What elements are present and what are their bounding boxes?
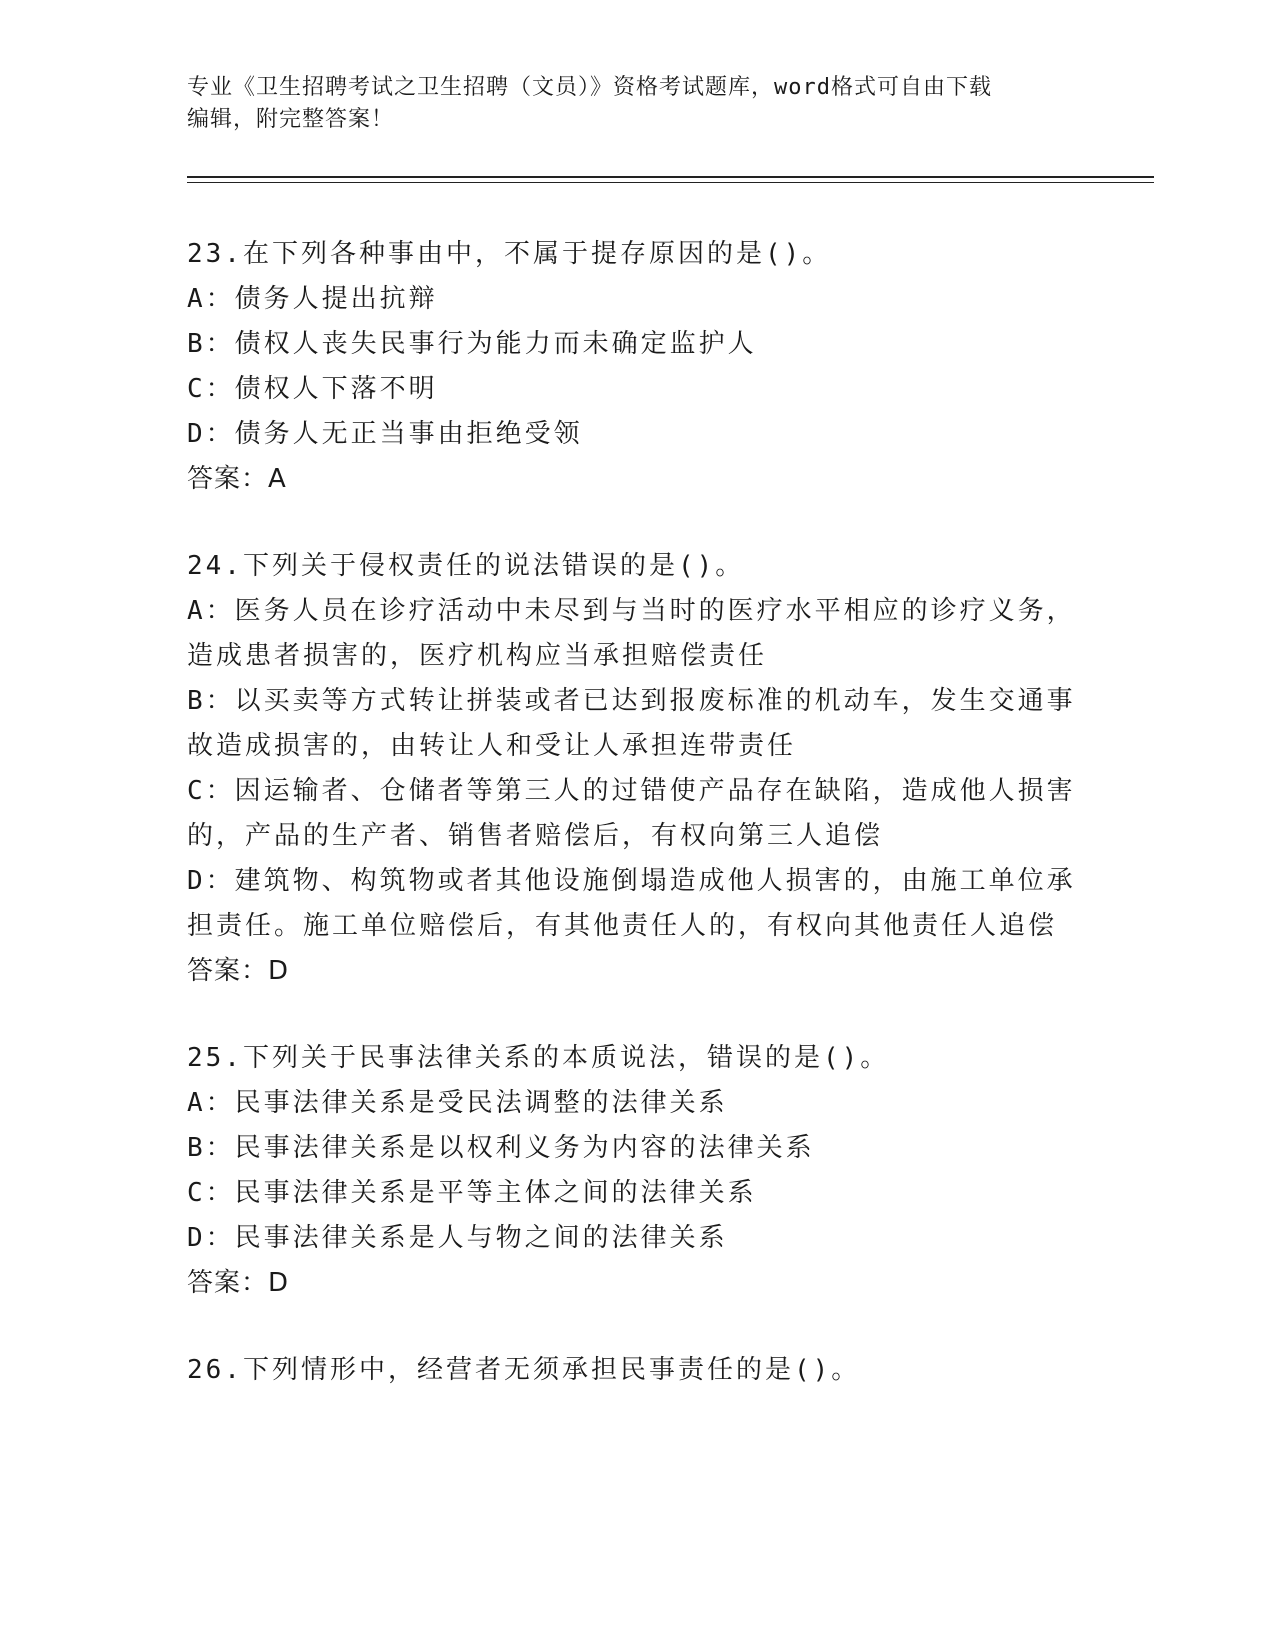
header-divider-thick — [187, 176, 1154, 178]
question-option: 造成患者损害的，医疗机构应当承担赔偿责任 — [187, 641, 768, 671]
question-list — [187, 232, 1087, 1393]
question-stem: 25.下列关于民事法律关系的本质说法，错误的是()。 — [187, 1043, 890, 1073]
question-option: 的，产品的生产者、销售者赔偿后，有权向第三人追偿 — [187, 821, 884, 851]
question-answer: 答案：A — [187, 464, 287, 494]
question-option: D：债务人无正当事由拒绝受领 — [187, 419, 583, 449]
header-divider-thin — [187, 182, 1154, 183]
question-option: 故造成损害的，由转让人和受让人承担连带责任 — [187, 731, 797, 761]
question-option: D：建筑物、构筑物或者其他设施倒塌造成他人损害的，由施工单位承 — [187, 866, 1076, 896]
header-line-2: 编辑，附完整答案！ — [187, 107, 395, 132]
question-stem: 26.下列情形中，经营者无须承担民事责任的是()。 — [187, 1355, 861, 1385]
document-header — [187, 72, 1067, 136]
question-answer: 答案：D — [187, 956, 290, 986]
question-option: A：债务人提出抗辩 — [187, 284, 438, 314]
question-block — [187, 232, 1087, 502]
question-block — [187, 1036, 1087, 1306]
question-stem: 23.在下列各种事由中，不属于提存原因的是()。 — [187, 239, 832, 269]
question-gap — [187, 994, 1087, 1036]
question-block — [187, 1348, 1087, 1393]
question-option: 担责任。施工单位赔偿后，有其他责任人的，有权向其他责任人追偿 — [187, 911, 1058, 941]
question-option: A：医务人员在诊疗活动中未尽到与当时的医疗水平相应的诊疗义务， — [187, 596, 1076, 626]
question-block — [187, 544, 1087, 994]
question-option: B：债权人丧失民事行为能力而未确定监护人 — [187, 329, 757, 359]
question-option: A：民事法律关系是受民法调整的法律关系 — [187, 1088, 728, 1118]
header-line-1: 专业《卫生招聘考试之卫生招聘（文员）》资格考试题库，word格式可自由下载 — [187, 75, 992, 100]
question-option: C：因运输者、仓储者等第三人的过错使产品存在缺陷，造成他人损害 — [187, 776, 1076, 806]
question-option: D：民事法律关系是人与物之间的法律关系 — [187, 1223, 728, 1253]
question-gap — [187, 1306, 1087, 1348]
question-gap — [187, 502, 1087, 544]
question-option: B：以买卖等方式转让拼装或者已达到报废标准的机动车，发生交通事 — [187, 686, 1076, 716]
question-option: C：债权人下落不明 — [187, 374, 438, 404]
question-stem: 24.下列关于侵权责任的说法错误的是()。 — [187, 551, 745, 581]
question-option: B：民事法律关系是以权利义务为内容的法律关系 — [187, 1133, 815, 1163]
question-answer: 答案：D — [187, 1268, 290, 1298]
question-option: C：民事法律关系是平等主体之间的法律关系 — [187, 1178, 757, 1208]
